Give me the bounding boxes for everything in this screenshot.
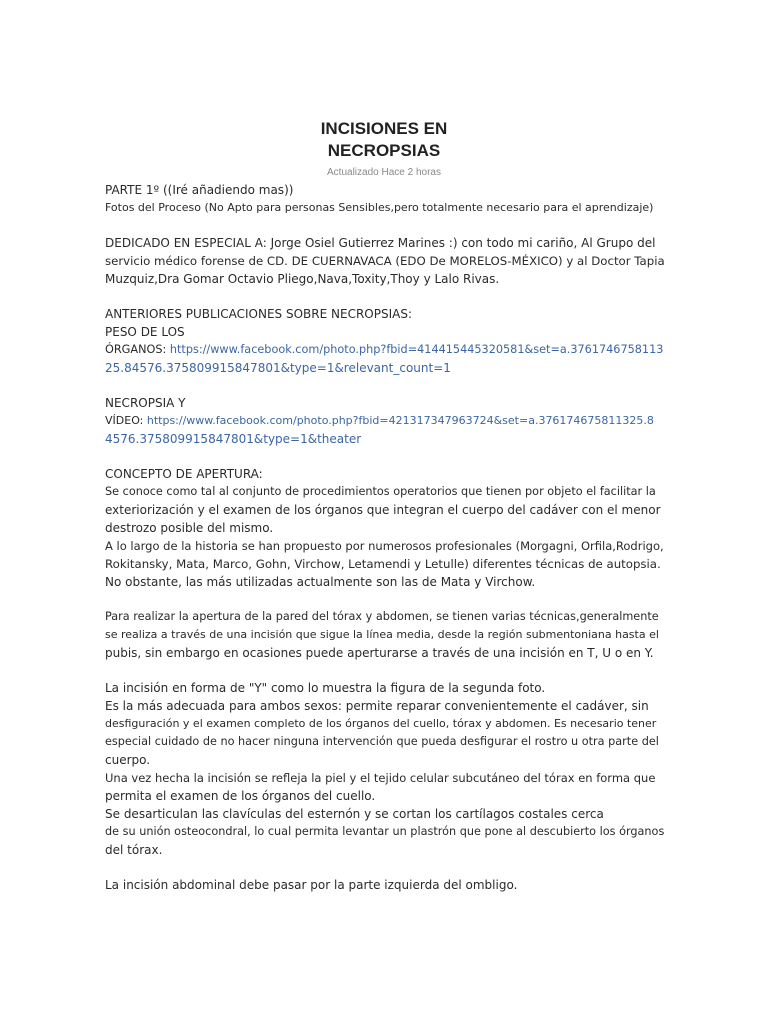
spacer bbox=[105, 448, 665, 465]
concept-line: exteriorización y el examen de los órganos que integran el cuerpo del cadáver con el menor bbox=[105, 503, 661, 517]
title-line-2: NECROPSIAS bbox=[327, 141, 441, 160]
video-link[interactable]: https://www.facebook.com/photo.php?fbid=421317347963724&set=a.376174675811325.8 bbox=[146, 414, 654, 427]
apertura-line: pubis, sin embargo en ocasiones puede aperturarse a través de una incisión en T, U o en Y. bbox=[105, 646, 654, 660]
apertura-line: Para realizar la apertura de la pared del tórax y abdomen, se tienen varias técnicas,generalmente bbox=[105, 610, 659, 623]
title-line-1: INCISIONES EN bbox=[320, 119, 448, 138]
spacer bbox=[105, 591, 665, 608]
spacer bbox=[105, 662, 665, 679]
document-title bbox=[0, 118, 768, 162]
incision-y-line: La incisión en forma de "Y" como lo muestra la figura de la segunda foto. bbox=[105, 681, 546, 695]
organ-weight-link[interactable]: https://www.facebook.com/photo.php?fbid=414415445320581&set=a.3761746758113 bbox=[169, 343, 664, 356]
organ-weight-row bbox=[105, 341, 665, 359]
video-row bbox=[105, 412, 665, 430]
updated-timestamp: Actualizado Hace 2 horas bbox=[327, 167, 441, 178]
incision-y-line: del tórax. bbox=[105, 843, 163, 857]
incision-y-line: desfiguración y el examen completo de los órganos del cuello, tórax y abdomen. Es necesario tener bbox=[105, 717, 657, 730]
video-label-2: VÍDEO: bbox=[105, 414, 147, 427]
spacer bbox=[105, 288, 665, 305]
spacer bbox=[105, 377, 665, 394]
dedication-line: servicio médico forense de CD. DE CUERNAVACA (EDO De MORELOS-MÉXICO) y al Doctor Tapia bbox=[105, 254, 665, 268]
incision-y-line: de su unión osteocondral, lo cual permita levantar un plastrón que pone al descubierto los órganos bbox=[105, 825, 665, 838]
concept-line: A lo largo de la historia se han propuesto por numerosos profesionales (Morgagni, Orfila,Rodrigo, bbox=[105, 539, 664, 553]
concept-line: Se conoce como tal al conjunto de procedimientos operatorios que tienen por objeto el facilitar la bbox=[105, 485, 656, 498]
concept-line: No obstante, las más utilizadas actualmente son las de Mata y Virchow. bbox=[105, 575, 536, 589]
incision-y-line: especial cuidado de no hacer ninguna intervención que pueda desfigurar el rostro u otra parte del bbox=[105, 735, 659, 748]
apertura-line: se realiza a través de una incisión que sigue la línea media, desde la región submentoniana hasta el bbox=[105, 628, 659, 641]
concept-line: Rokitansky, Mata, Marco, Gohn, Virchow, Letamendi y Letulle) diferentes técnicas de autopsia. bbox=[105, 557, 661, 571]
previous-publications-heading: ANTERIORES PUBLICACIONES SOBRE NECROPSIAS: bbox=[105, 307, 412, 321]
spacer bbox=[105, 859, 665, 876]
video-label: NECROPSIA Y bbox=[105, 396, 186, 410]
photos-note: Fotos del Proceso (No Apto para personas Sensibles,pero totalmente necesario para el aprendizaje) bbox=[105, 201, 654, 214]
incision-y-line: Es la más adecuada para ambos sexos: permite reparar convenientemente el cadáver, sin bbox=[105, 699, 649, 713]
incision-y-line: Una vez hecha la incisión se refleja la piel y el tejido celular subcutáneo del tórax en forma que bbox=[105, 771, 656, 785]
organ-weight-label-2: ÓRGANOS: bbox=[105, 343, 170, 356]
concept-heading: CONCEPTO DE APERTURA: bbox=[105, 467, 263, 481]
document-body bbox=[105, 181, 665, 894]
incision-y-line: Se desarticulan las clavículas del esternón y se cortan los cartílagos costales cerca bbox=[105, 807, 604, 821]
spacer bbox=[105, 217, 665, 234]
dedication-line: Muzquiz,Dra Gomar Octavio Pliego,Nava,Toxity,Thoy y Lalo Rivas. bbox=[105, 272, 500, 286]
incision-y-line: permita el examen de los órganos del cuello. bbox=[105, 789, 376, 803]
organ-weight-link-continued[interactable]: 25.84576.375809915847801&type=1&relevant_count=1 bbox=[105, 361, 451, 375]
video-link-continued[interactable]: 4576.375809915847801&type=1&theater bbox=[105, 432, 362, 446]
dedication-line: DEDICADO EN ESPECIAL A: Jorge Osiel Gutierrez Marines :) con todo mi cariño, Al Grupo del bbox=[105, 236, 656, 250]
abdominal-incision-line: La incisión abdominal debe pasar por la parte izquierda del ombligo. bbox=[105, 878, 518, 892]
incision-y-line: cuerpo. bbox=[105, 753, 151, 767]
concept-line: destrozo posible del mismo. bbox=[105, 521, 274, 535]
organ-weight-label: PESO DE LOS bbox=[105, 325, 185, 339]
part-heading: PARTE 1º ((Iré añadiendo mas)) bbox=[105, 183, 294, 197]
